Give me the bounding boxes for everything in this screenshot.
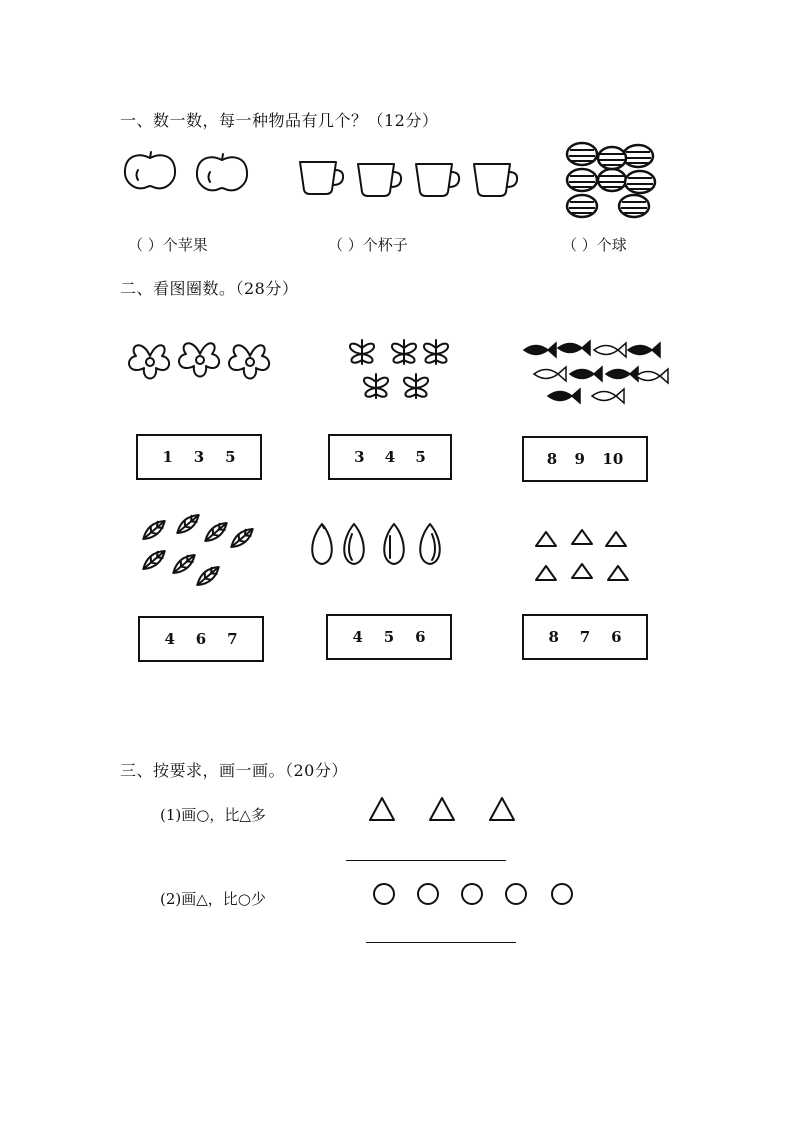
number-option[interactable]: 4 xyxy=(164,630,175,648)
number-option[interactable]: 8 xyxy=(546,450,558,468)
triangle-icon xyxy=(366,796,522,824)
triangle-icon xyxy=(532,526,636,588)
number-option[interactable]: 5 xyxy=(415,448,426,466)
answer-blank[interactable]: （ ） xyxy=(562,236,597,254)
section-3-heading: 三、按要求，画一画。（20分） xyxy=(120,761,348,780)
number-option[interactable]: 1 xyxy=(162,448,173,466)
number-option[interactable]: 3 xyxy=(193,448,205,466)
number-choice-box xyxy=(326,614,452,660)
caption-cups: （ ）个杯子 xyxy=(328,236,408,254)
ball-icon xyxy=(562,140,662,220)
flower-icon xyxy=(126,330,276,390)
number-option[interactable]: 7 xyxy=(579,628,591,646)
number-option[interactable]: 6 xyxy=(195,630,207,648)
pear-icon xyxy=(306,520,448,566)
number-choice-box xyxy=(522,436,648,482)
number-option[interactable]: 5 xyxy=(383,628,395,646)
number-choice-box xyxy=(136,434,262,480)
cup-icon xyxy=(472,162,520,198)
answer-blank[interactable]: （ ） xyxy=(328,236,363,254)
number-option[interactable]: 9 xyxy=(574,450,585,468)
question-1-label: (1)画○，比△多 xyxy=(160,806,266,824)
number-choice-box xyxy=(328,434,452,480)
question-2-label: (2)画△，比○少 xyxy=(160,890,266,908)
apple-icon xyxy=(120,150,180,192)
number-option[interactable]: 4 xyxy=(384,448,396,466)
answer-line[interactable] xyxy=(366,942,516,943)
number-choice-box xyxy=(138,616,264,662)
answer-blank[interactable]: （ ） xyxy=(128,236,163,254)
leaf-icon xyxy=(136,508,260,594)
section-2-heading: 二、看图圈数。（28分） xyxy=(120,279,299,298)
number-option[interactable]: 6 xyxy=(415,628,426,646)
cup-icon xyxy=(298,160,346,196)
cup-icon xyxy=(414,162,462,198)
number-option[interactable]: 7 xyxy=(227,630,238,648)
circle-icon xyxy=(372,882,578,908)
caption-balls: （ ）个球 xyxy=(562,236,627,254)
answer-line[interactable] xyxy=(346,860,506,861)
number-option[interactable]: 10 xyxy=(602,450,624,468)
number-option[interactable]: 6 xyxy=(611,628,622,646)
number-choice-box xyxy=(522,614,648,660)
cup-icon xyxy=(356,162,404,198)
number-option[interactable]: 8 xyxy=(548,628,559,646)
section-1-heading: 一、数一数，每一种物品有几个？（12分） xyxy=(120,111,439,130)
fish-icon xyxy=(518,336,666,408)
number-option[interactable]: 3 xyxy=(354,448,365,466)
caption-apples: （ ）个苹果 xyxy=(128,236,208,254)
number-option[interactable]: 5 xyxy=(225,448,236,466)
number-option[interactable]: 4 xyxy=(352,628,363,646)
butterfly-icon xyxy=(342,334,452,410)
apple-icon xyxy=(192,152,252,194)
